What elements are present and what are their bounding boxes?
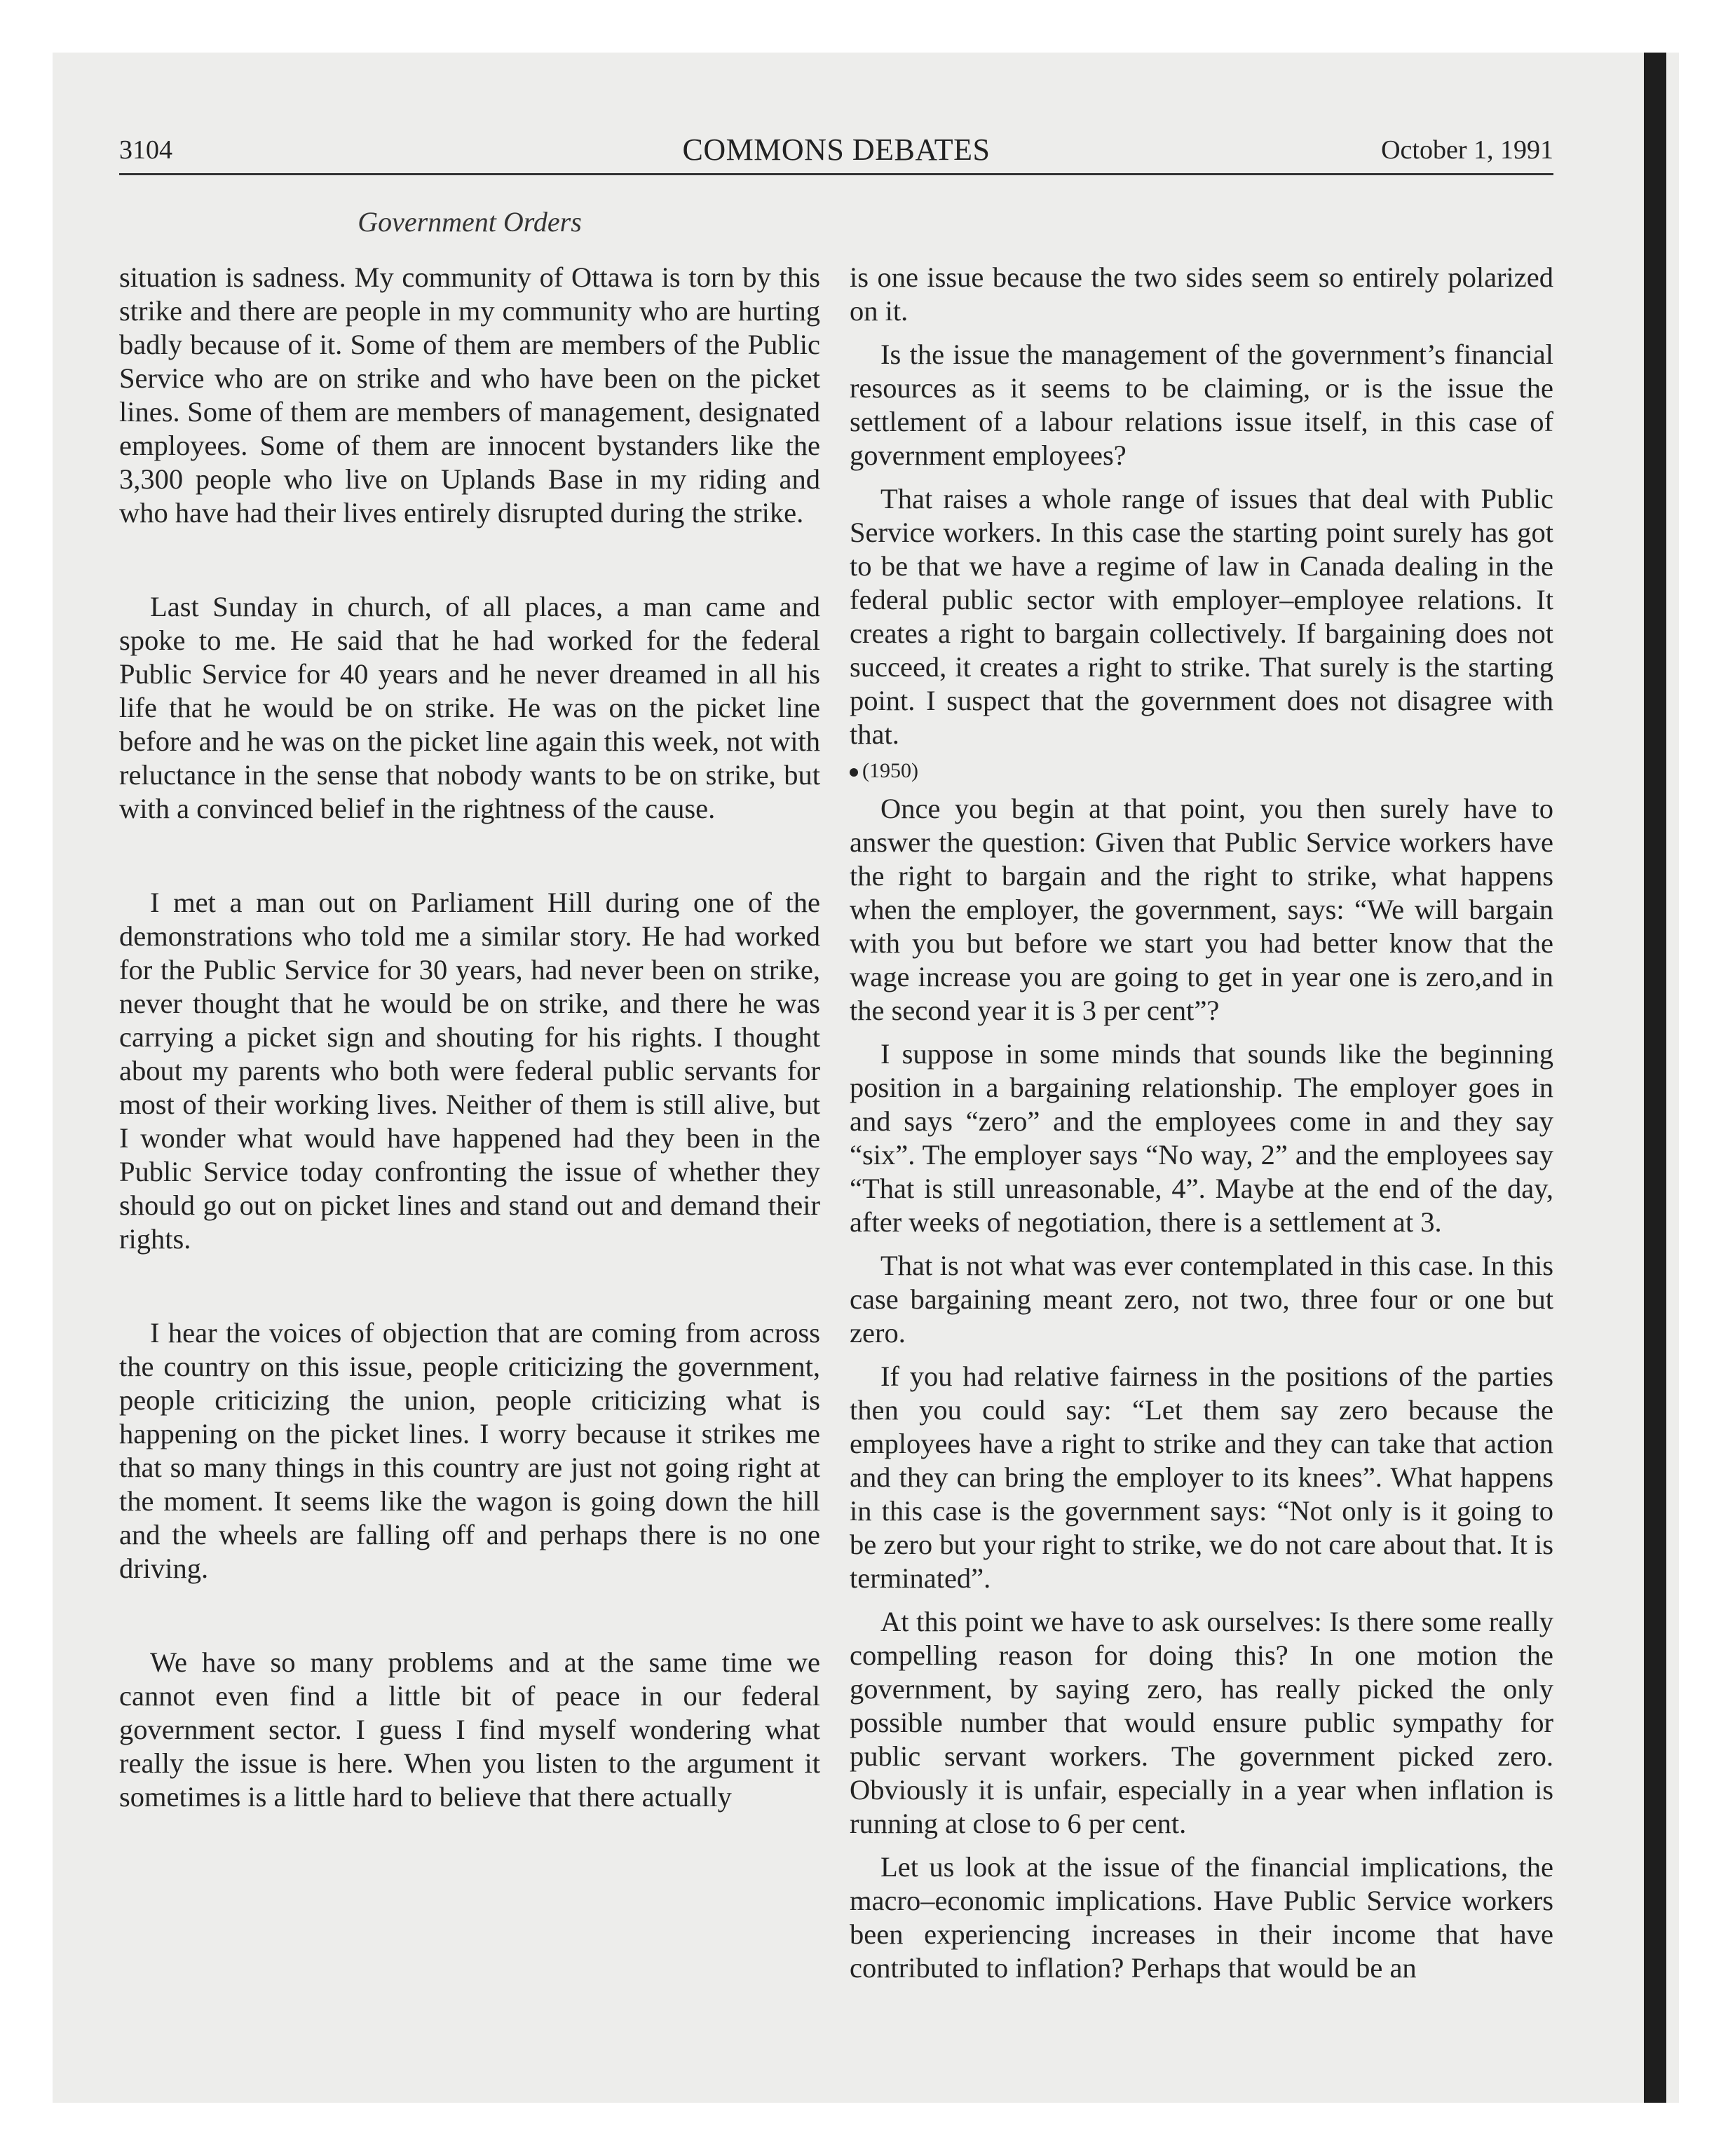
scan-edge-bar [1644,53,1666,2103]
bullet-icon [850,768,858,777]
paragraph: I hear the voices of objection that are coming from across the country on this issue, people criticizing the government, people criticizing the union, people criticizing what is happening on the picket lines. I worry because it strikes me that so many things in this country are just not going right at the moment. It seems like the wagon is going down the hill and the wheels are falling off and perhaps there is no one driving. [119,1317,820,1584]
paragraph: Once you begin at that point, you then surely have to answer the question: Given that Public Service workers have the right to bargain and the right to strike, what happens when the employer, the government, says: “We will bargain with you but before we start you had better know that the wage increase you are going to get in year one is zero,and in the second year it is 3 per cent”? [850,793,1553,1026]
publication-title: COMMONS DEBATES [682,132,991,167]
paragraph: That raises a whole range of issues that deal with Public Service workers. In this case the starting point surely has got to be that we have a regime of law in Canada dealing in the federal public sector with employer–employee relations. It creates a right to bargain collectively. If bargaining does not succeed, it creates a right to strike. That surely is the starting point. I suspect that the government does not disagree with that. [850,483,1553,750]
paragraph: Let us look at the issue of the financial implications, the macro–economic implications. Have Public Service workers been experiencing increases in their income that have contributed to inflation? Perhaps that would be an [850,1851,1553,1984]
paragraph: I suppose in some minds that sounds like the beginning position in a bargaining relationship. The employer goes in and says “zero” and the employees come in and they say “six”. The employer says “No way, 2” and the employees say “That is still unreasonable, 4”. Maybe at the end of the day, after weeks of negotiation, there is a settlement at 3. [850,1038,1553,1238]
paragraph: If you had relative fairness in the positions of the parties then you could say: “Let them say zero because the employees have a right to strike and they can take that action and they can bring the employer to its knees”. What happens in this case is the government says: “Not only is it going to be zero but your right to strike, we do not care about that. It is terminated”. [850,1360,1553,1594]
paragraph: Last Sunday in church, of all places, a man came and spoke to me. He said that he had worked for the federal Public Service for 40 years and he never dreamed in all his life that he would be on strike. He was on the picket line before and he was on the picket line again this week, not with reluctance in the sense that nobody wants to be on strike, but with a convinced belief in the rightness of the cause. [119,591,820,824]
section-heading: Government Orders [358,206,582,238]
paragraph: That is not what was ever contemplated in this case. In this case bargaining meant zero, not two, three four or one but zero. [850,1250,1553,1349]
time-marker-label: (1950) [862,759,918,782]
paragraph: situation is sadness. My community of Ottawa is torn by this strike and there are people in my community who are hurting badly because of it. Some of them are members of the Public Service who are on strike and who have been on the picket lines. Some of them are members of management, designated employees. Some of them are innocent bystanders like the 3,300 people who live on Uplands Base in my riding and who have had their lives entirely disrupted during the strike. [119,261,820,528]
paragraph: I met a man out on Parliament Hill during one of the demonstrations who told me a similar story. He had worked for the Public Service for 30 years, had never been on strike, never thought that he would be on strike, and there he was carrying a picket sign and shouting for his rights. I thought about my parents who both were federal public servants for most of their working lives. Neither of them is still alive, but I wonder what would have happened had they been in the Public Service today confronting the issue of whether they should go out on picket lines and stand out and demand their rights. [119,887,820,1255]
header-rule [119,173,1553,175]
left-column [119,261,820,1814]
page-number: 3104 [119,135,172,165]
running-header [119,132,1553,172]
paragraph: At this point we have to ask ourselves: Is there some really compelling reason for doing this? In one motion the government, by saying zero, has really picked the only possible number that would ensure public sympathy for public servant workers. The government picked zero. Obviously it is unfair, especially in a year when inflation is running at close to 6 per cent. [850,1606,1553,1839]
time-marker [850,757,1553,785]
right-column [850,261,1553,1985]
paragraph: is one issue because the two sides seem so entirely polarized on it. [850,261,1553,327]
publication-date: October 1, 1991 [1381,135,1553,165]
paragraph: We have so many problems and at the same time we cannot even find a little bit of peace in our federal government sector. I guess I find myself wondering what really the issue is here. When you listen to the argument it sometimes is a little hard to believe that there actually [119,1646,820,1813]
paragraph: Is the issue the management of the government’s financial resources as it seems to be claiming, or is the issue the settlement of a labour relations issue itself, in this case of government employees? [850,339,1553,471]
